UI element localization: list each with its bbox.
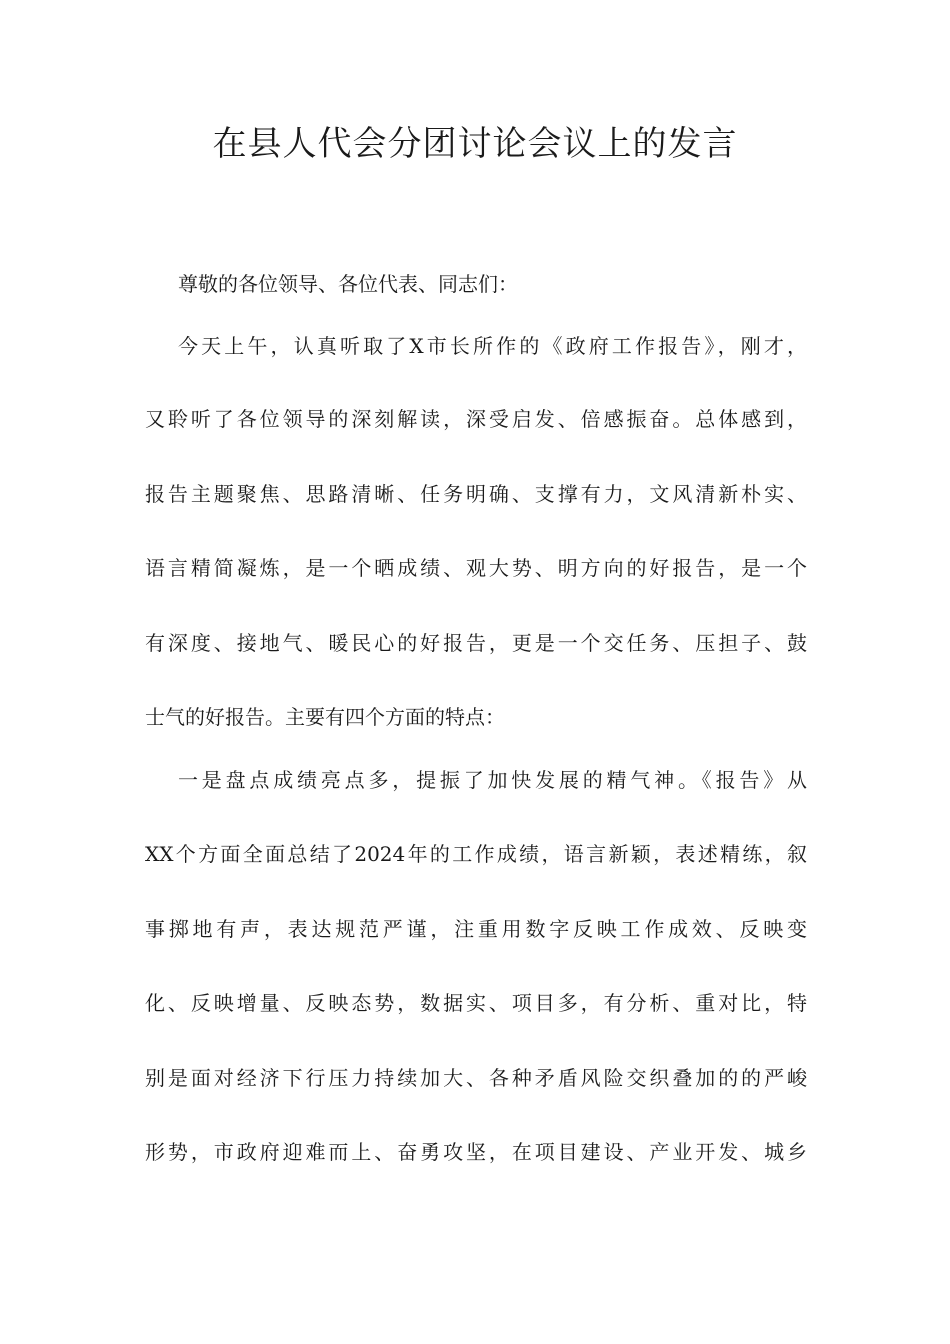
paragraph-line: 今天上午，认真听取了X市长所作的《政府工作报告》，刚才， bbox=[178, 334, 807, 358]
paragraph-line: 有深度、接地气、暖民心的好报告，更是一个交任务、压担子、鼓 bbox=[145, 631, 807, 655]
paragraph-line: 化、反映增量、反映态势，数据实、项目多，有分析、重对比，特 bbox=[145, 991, 807, 1015]
paragraph-line: 形势，市政府迎难而上、奋勇攻坚，在项目建设、产业开发、城乡 bbox=[145, 1140, 807, 1164]
paragraph-line: 一是盘点成绩亮点多，提振了加快发展的精气神。《报告》从 bbox=[178, 768, 807, 792]
document-title: 在县人代会分团讨论会议上的发言 bbox=[212, 124, 738, 164]
paragraph-line: 报告主题聚焦、思路清晰、任务明确、支撑有力，文风清新朴实、 bbox=[145, 482, 807, 506]
paragraph-line: 语言精简凝炼，是一个晒成绩、观大势、明方向的好报告，是一个 bbox=[145, 556, 807, 580]
paragraph-line: 士气的好报告。主要有四个方面的特点： bbox=[145, 705, 505, 729]
paragraph-line: 别是面对经济下行压力持续加大、各种矛盾风险交织叠加的的严峻 bbox=[145, 1066, 807, 1090]
paragraph-line: XX个方面全面总结了2024年的工作成绩，语言新颖，表述精练，叙 bbox=[145, 842, 807, 866]
paragraph-line: 事掷地有声，表达规范严谨，注重用数字反映工作成效、反映变 bbox=[145, 917, 807, 941]
salutation-line: 尊敬的各位领导、各位代表、同志们： bbox=[178, 272, 518, 296]
paragraph-line: 又聆听了各位领导的深刻解读，深受启发、倍感振奋。总体感到， bbox=[145, 407, 807, 431]
